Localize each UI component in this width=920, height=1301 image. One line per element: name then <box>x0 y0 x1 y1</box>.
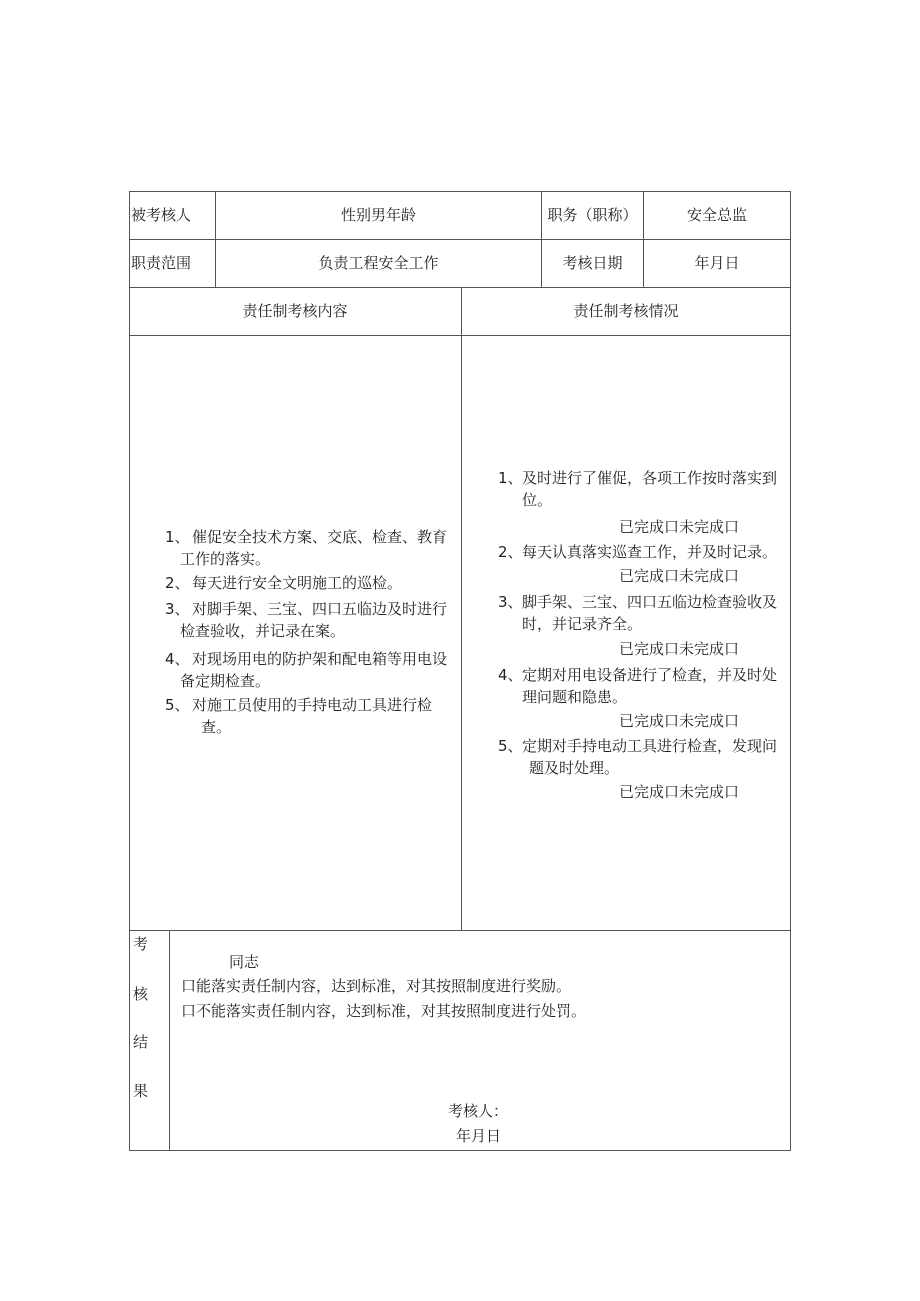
table-border-top <box>129 191 791 192</box>
item-text: 定期对用电设备进行了检查，并及时处 <box>522 666 778 684</box>
item-text: 及时进行了催促，各项工作按时落实到 <box>522 469 778 487</box>
item-number: 2、 <box>498 543 523 561</box>
item-text: 工作的落实。 <box>180 550 271 568</box>
table-border-bottom <box>129 1150 791 1151</box>
status-item <box>498 664 790 714</box>
item-text: 查。 <box>201 718 232 736</box>
item-number: 4、 <box>498 666 523 684</box>
item-text: 催促安全技术方案、交底、检查、教育 <box>192 528 448 546</box>
item-text: 每天进行安全文明施工的巡检。 <box>192 574 403 592</box>
item-text: 对现场用电的防护架和配电箱等用电设 <box>192 650 448 668</box>
option-fail: 口不能落实责任制内容，达到标准，对其按照制度进行处罚。 <box>181 1002 587 1020</box>
scope-label: 职责范围 <box>131 254 192 272</box>
item-text: 位。 <box>522 491 553 509</box>
position-value: 安全总监 <box>686 206 747 224</box>
item-text: 检查验收，并记录在案。 <box>180 622 346 640</box>
item-text: 对脚手架、三宝、四口五临边及时进行 <box>192 600 448 618</box>
item-text: 时，并记录齐全。 <box>522 615 643 633</box>
result-label-char: 核 <box>133 985 149 1003</box>
table-border-right <box>790 191 791 1151</box>
row-divider-4 <box>129 930 791 931</box>
result-label-char: 考 <box>133 935 149 953</box>
examiner-label: 考核人： <box>448 1102 509 1120</box>
examinee-label: 被考核人 <box>131 206 192 224</box>
completion-status: 已完成口未完成口 <box>619 640 740 658</box>
item-text: 每天认真落实巡查工作，并及时记录。 <box>522 543 778 561</box>
completion-status: 已完成口未完成口 <box>619 518 740 536</box>
item-text: 题及时处理。 <box>529 759 620 777</box>
result-label-char: 结 <box>133 1033 149 1051</box>
date-label: 考核日期 <box>562 254 623 272</box>
item-text: 对施工员使用的手持电动工具进行检 <box>192 696 433 714</box>
content-item <box>165 598 455 648</box>
date-value: 年月日 <box>694 254 740 272</box>
completion-status: 已完成口未完成口 <box>619 567 740 585</box>
status-item <box>498 735 790 785</box>
item-number: 3、 <box>165 600 190 618</box>
row-divider-1 <box>129 239 791 240</box>
item-number: 4、 <box>165 650 190 668</box>
item-text: 理问题和隐患。 <box>522 688 628 706</box>
completion-status: 已完成口未完成口 <box>619 712 740 730</box>
item-text: 定期对手持电动工具进行检查，发现问 <box>522 737 778 755</box>
row-divider-3 <box>129 335 791 336</box>
item-text: 脚手架、三宝、四口五临边检查验收及 <box>522 593 778 611</box>
sign-date: 年月日 <box>456 1127 502 1145</box>
status-item <box>498 541 790 565</box>
item-number: 1、 <box>498 469 523 487</box>
status-item <box>498 591 790 641</box>
completion-status: 已完成口未完成口 <box>619 783 740 801</box>
scope-value: 负责工程安全工作 <box>318 254 439 272</box>
item-number: 3、 <box>498 593 523 611</box>
position-label: 职务（职称） <box>547 206 638 224</box>
examinee-info: 性别男年龄 <box>340 206 416 224</box>
col-divider-middle <box>461 287 462 930</box>
content-item <box>165 648 455 698</box>
content-item <box>165 694 455 744</box>
row-divider-2 <box>129 287 791 288</box>
item-number: 5、 <box>498 737 523 755</box>
result-label-char: 果 <box>133 1082 149 1100</box>
item-number: 1、 <box>165 528 190 546</box>
col-divider-result <box>169 930 170 1150</box>
item-number: 5、 <box>165 696 190 714</box>
status-item <box>498 467 790 517</box>
assessment-form <box>129 191 791 1151</box>
item-text: 备定期检查。 <box>180 672 271 690</box>
content-item <box>165 526 455 576</box>
item-number: 2、 <box>165 574 190 592</box>
status-column-header: 责任制考核情况 <box>573 302 679 320</box>
comrade-label: 同志 <box>229 953 260 971</box>
option-pass: 口能落实责任制内容，达到标准，对其按照制度进行奖励。 <box>181 977 572 995</box>
content-column-header: 责任制考核内容 <box>242 302 348 320</box>
content-item <box>165 572 455 596</box>
table-border-left <box>129 191 130 1151</box>
